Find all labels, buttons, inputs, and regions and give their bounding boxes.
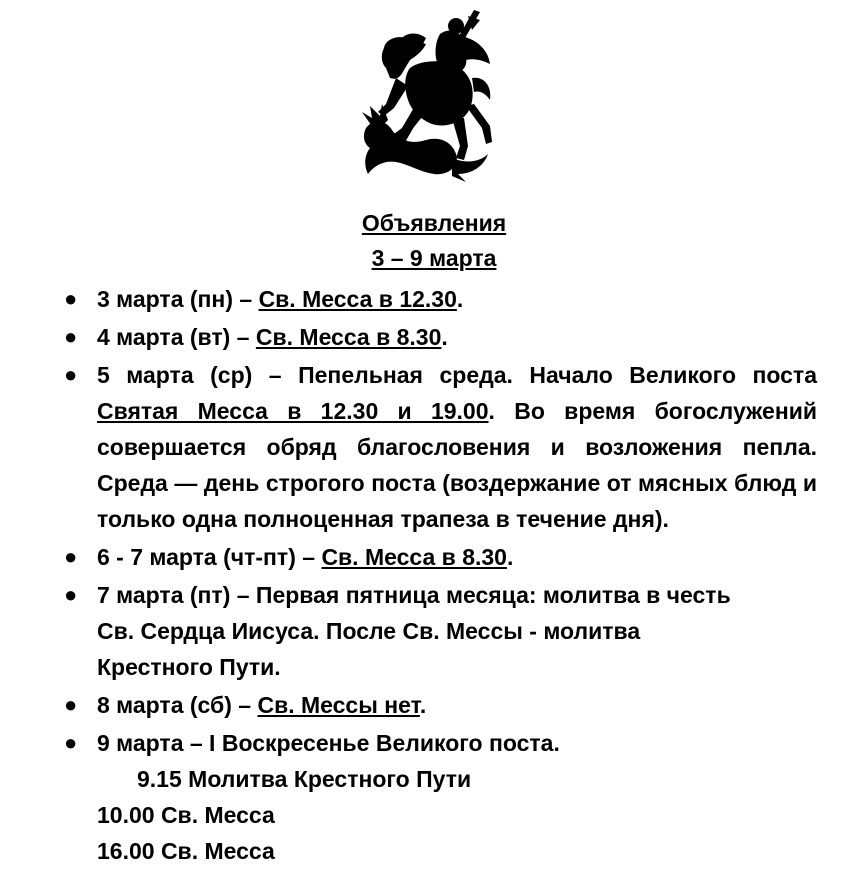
list-item: [64, 577, 737, 685]
bullet-icon: ●: [64, 324, 78, 349]
item-text: 9 марта – I Воскресенье Великого поста.: [97, 730, 560, 756]
announcements-dates: 3 – 9 марта: [371, 245, 497, 271]
item-mass-time: Св. Месса в 8.30: [321, 544, 507, 570]
item-lead: 8 марта (сб) –: [97, 692, 258, 718]
item-tail: .: [456, 286, 464, 312]
list-item: [64, 357, 817, 537]
schedule-line: 16.00 Св. Месса: [97, 838, 275, 864]
item-lead: 4 марта (вт) –: [97, 324, 256, 350]
schedule-line: 9.15 Молитва Крестного Пути: [137, 766, 472, 792]
item-mass-time: Святая Месса в 12.30 и 19.00: [97, 398, 489, 424]
list-item: [64, 687, 817, 723]
item-tail: .: [419, 692, 427, 718]
item-lead: 5 марта (ср) – Пепельная среда. Начало Великого поста: [97, 362, 817, 388]
bullet-icon: ●: [64, 692, 78, 717]
st-george-dragon-emblem-icon: [356, 8, 496, 184]
item-tail: . Во время богослужений совершается обряд благословения и возложения пепла. Среда — день строгого поста (воздержание от мясных блюд и только одна полноценная трапеза в течение дня).: [97, 398, 817, 532]
schedule-line: 10.00 Св. Месса: [97, 802, 275, 828]
item-mass-time: Св. Месса в 8.30: [255, 324, 442, 350]
bullet-icon: ●: [64, 362, 78, 387]
announcements-list: [0, 281, 868, 871]
bullet-icon: ●: [64, 544, 78, 569]
bullet-icon: ●: [64, 730, 78, 755]
list-item: [64, 539, 817, 575]
announcements-title: Объявления: [361, 210, 507, 236]
item-text: 7 марта (пт) – Первая пятница месяца: молитва в честь Св. Сердца Иисуса. После Св. Мессы - молитва Крестного Пути.: [97, 582, 731, 680]
item-mass-time: Св. Мессы нет: [257, 692, 420, 718]
bullet-icon: ●: [64, 286, 78, 311]
list-item: [64, 319, 817, 355]
bullet-icon: ●: [64, 582, 78, 607]
item-tail: .: [441, 324, 448, 350]
item-lead: 3 марта (пн) –: [97, 286, 259, 312]
item-tail: .: [506, 544, 514, 570]
list-item: [64, 281, 817, 317]
item-lead: 6 - 7 марта (чт-пт) –: [97, 544, 322, 570]
item-mass-time: Св. Месса в 12.30: [258, 286, 457, 312]
list-item: [64, 725, 817, 869]
